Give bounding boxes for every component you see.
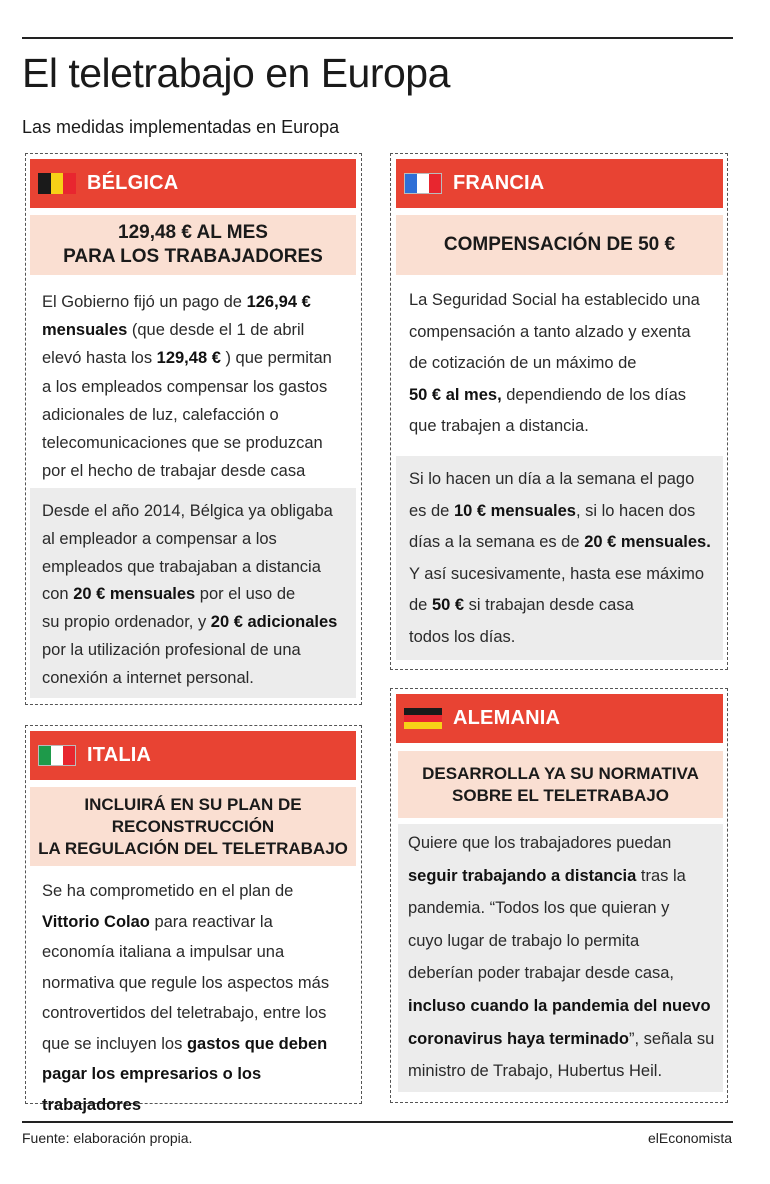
text-italia-1: [30, 875, 356, 1114]
emphasis-text: 50 € al mes,: [409, 385, 502, 404]
headline-alemania-line-1: DESARROLLA YA SU NORMATIVA: [422, 763, 699, 783]
germany-flag-icon: [404, 708, 442, 729]
headline-francia: [396, 215, 723, 275]
text-belgica-1: [30, 284, 356, 485]
text-francia-2: [396, 456, 723, 660]
emphasis-text: 50 €: [431, 596, 465, 614]
bottom-rule: [22, 1121, 733, 1123]
headline-italia-line-2: RECONSTRUCCIÓN: [111, 816, 275, 836]
paragraph: Desde el año 2014, Bélgica ya obligaba al empleador a compensar a los empleados que trabajaban a distancia con 20 € mensuales por el uso de su propio ordenador, y 20 € adicionales por la utilización profesional de una conexión a internet personal.: [42, 502, 338, 687]
paragraph: La Seguridad Social ha establecido una compensación a tanto alzado y exenta de cotización de un máximo de 50 € al mes, dependiendo de los días que trabajen a distancia.: [409, 291, 700, 435]
country-name-belgica: BÉLGICA: [87, 172, 179, 194]
text-francia-1: [396, 284, 723, 443]
headline-italia-line-1: INCLUIRÁ EN SU PLAN DE: [84, 794, 302, 814]
headline-alemania-line-2: SOBRE EL TELETRABAJO: [452, 785, 669, 805]
brand-name: elEconomista: [647, 1130, 732, 1146]
emphasis-text: 20 € mensuales: [73, 585, 196, 604]
emphasis-text: Vittorio Colao: [42, 912, 150, 931]
source-note: Fuente: elaboración propia.: [22, 1130, 193, 1146]
header-belgica: [30, 159, 356, 208]
headline-francia-text: COMPENSACIÓN DE 50 €: [443, 234, 676, 255]
headline-belgica-line-1: 129,48 € AL MES: [118, 222, 268, 243]
belgium-flag-icon: [38, 173, 76, 194]
emphasis-text: 126,94 € mensuales: [42, 293, 311, 340]
headline-italia-line-3: LA REGULACIÓN DEL TELETRABAJO: [38, 838, 348, 858]
paragraph: Se ha comprometido en el plan de Vittorio Colao para reactivar la economía italiana a impulsar una normativa que regule los aspectos más controvertidos del teletrabajo, entre los que se incluyen los gastos que deben pagar los empresarios o los trabajadores: [42, 882, 330, 1114]
country-name-francia: FRANCIA: [453, 172, 545, 194]
paragraph: El Gobierno fijó un pago de 126,94 € mensuales (que desde el 1 de abril elevó hasta los 129,48 € ) que permitan a los empleados compensar los gastos adicionales de luz, calefacción o telecomunicaciones que se produzcan por el hecho de trabajar desde casa: [42, 293, 332, 481]
header-italia: [30, 731, 356, 780]
emphasis-text: 20 € mensuales.: [584, 533, 711, 551]
page-title: El teletrabajo en Europa: [22, 50, 450, 96]
text-alemania-1: [398, 824, 723, 1092]
emphasis-text: seguir trabajando a distancia: [408, 866, 637, 885]
page-subtitle: Las medidas implementadas en Europa: [22, 117, 340, 137]
italy-flag-icon: [38, 745, 76, 766]
emphasis-text: incluso cuando la pandemia del nuevo coronavirus haya terminado: [408, 996, 711, 1048]
emphasis-text: 10 € mensuales: [453, 501, 576, 520]
paragraph: Si lo hacen un día a la semana el pago es de 10 € mensuales, si lo hacen dos días a la semana es de 20 € mensuales. Y así sucesivamente, hasta ese máximo de 50 € si trabajan desde casa todos los días.: [409, 470, 711, 646]
country-name-italia: ITALIA: [87, 744, 152, 766]
headline-belgica-line-2: PARA LOS TRABAJADORES: [63, 246, 323, 267]
headline-italia: [30, 787, 356, 866]
headline-belgica: [30, 215, 356, 275]
emphasis-text: 129,48 €: [156, 349, 221, 368]
emphasis-text: 20 € adicionales: [210, 613, 338, 632]
headline-alemania: [398, 751, 723, 818]
text-belgica-2: [30, 488, 356, 698]
country-name-alemania: ALEMANIA: [453, 707, 561, 729]
paragraph: Quiere que los trabajadores puedan seguir trabajando a distancia tras la pandemia. “Todos los que quieran y cuyo lugar de trabajo lo permita deberían poder trabajar desde casa, incluso cuando la pandemia del nuevo coronavirus haya terminado”, señala su ministro de Trabajo, Hubertus Heil.: [408, 834, 715, 1081]
header-alemania: [396, 694, 723, 743]
emphasis-text: gastos que deben pagar los empresarios o los trabajadores: [42, 1034, 328, 1114]
france-flag-icon: [404, 173, 442, 194]
header-francia: [396, 159, 723, 208]
top-rule: [22, 37, 733, 39]
